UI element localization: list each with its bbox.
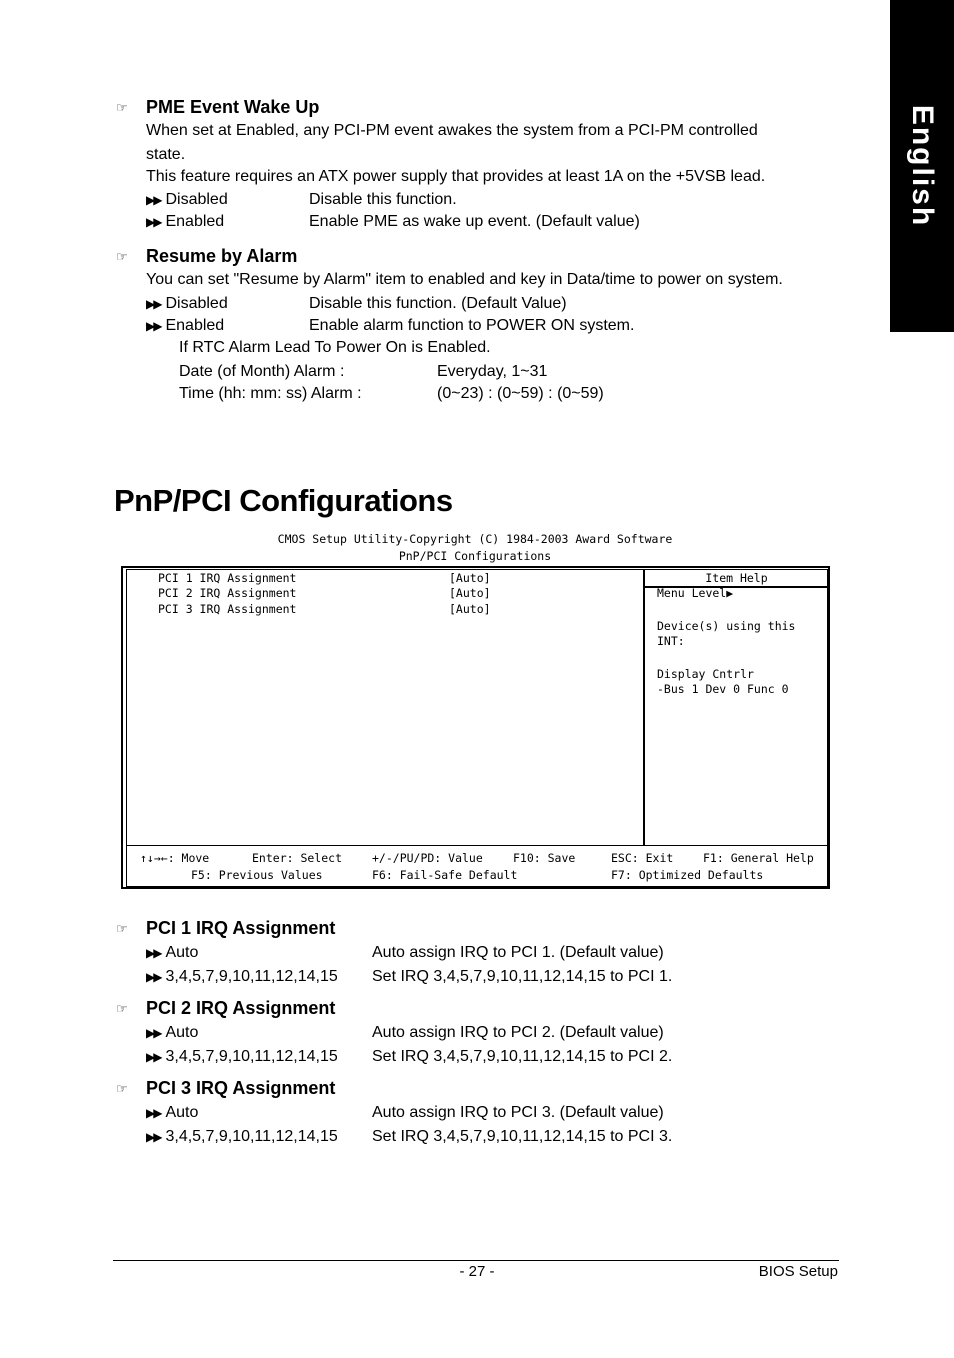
pci3-title: PCI 3 IRQ Assignment <box>146 1078 336 1098</box>
right-triangle-icon: ▶ <box>726 586 734 600</box>
footer-rule <box>113 1260 839 1261</box>
page-number: - 27 - <box>459 1263 495 1280</box>
pci3-option-irq-desc: Set IRQ 3,4,5,7,9,10,11,12,14,15 to PCI 3. <box>372 1128 673 1145</box>
double-arrow-icon: ▶▶ <box>146 215 161 229</box>
bios-item-pci1[interactable]: PCI 1 IRQ Assignment <box>158 571 297 585</box>
double-arrow-icon: ▶▶ <box>146 1050 161 1064</box>
pme-option-disabled: ▶▶ Disabled <box>146 191 228 208</box>
key-save: F10: Save <box>513 851 576 865</box>
alarm-time-label: Time (hh: mm: ss) Alarm : <box>179 385 362 402</box>
double-arrow-icon: ▶▶ <box>146 319 161 333</box>
alarm-title: Resume by Alarm <box>146 246 298 266</box>
key-previous: F5: Previous Values <box>191 868 323 882</box>
key-move: ↑↓→←: Move <box>140 851 210 865</box>
key-exit: ESC: Exit <box>611 851 674 865</box>
bios-item-pci1-value[interactable]: [Auto] <box>449 571 491 585</box>
alarm-time-value: (0~23) : (0~59) : (0~59) <box>437 385 604 402</box>
language-tab-label: English <box>906 104 939 228</box>
pme-option-enabled: ▶▶ Enabled <box>146 213 225 230</box>
alarm-date-label: Date (of Month) Alarm : <box>179 363 345 380</box>
pointing-hand-icon: ☞ <box>116 100 128 115</box>
bios-header-copyright: CMOS Setup Utility-Copyright (C) 1984-2003 Award Software <box>277 532 673 546</box>
pme-desc-3: This feature requires an ATX power supply that provides at least 1A on the +5VSB lead. <box>146 168 766 185</box>
help-menu-level: Menu Level▶ <box>657 586 734 600</box>
bios-item-pci2-value[interactable]: [Auto] <box>449 586 491 600</box>
alarm-option-disabled-desc: Disable this function. (Default Value) <box>309 295 567 312</box>
pci1-option-auto-desc: Auto assign IRQ to PCI 1. (Default value) <box>372 944 664 961</box>
help-line-4: -Bus 1 Dev 0 Func 0 <box>657 682 789 696</box>
section-title: PnP/PCI Configurations <box>114 483 453 518</box>
pci1-option-irq-desc: Set IRQ 3,4,5,7,9,10,11,12,14,15 to PCI 1. <box>372 968 673 985</box>
key-optimized: F7: Optimized Defaults <box>611 868 764 882</box>
pme-option-enabled-desc: Enable PME as wake up event. (Default value) <box>309 213 640 230</box>
key-value: +/-/PU/PD: Value <box>372 851 483 865</box>
alarm-desc: You can set "Resume by Alarm" item to enabled and key in Data/time to power on system. <box>146 271 783 288</box>
pci2-option-auto-desc: Auto assign IRQ to PCI 2. (Default value) <box>372 1024 664 1041</box>
help-divider <box>643 569 645 845</box>
help-title: Item Help <box>705 571 768 585</box>
key-help: F1: General Help <box>703 851 814 865</box>
alarm-option-disabled: ▶▶ Disabled <box>146 295 228 312</box>
key-failsafe: F6: Fail-Safe Default <box>372 868 518 882</box>
pme-title: PME Event Wake Up <box>146 97 320 117</box>
pointing-hand-icon: ☞ <box>116 1001 128 1016</box>
pci2-option-auto: ▶▶ Auto <box>146 1024 199 1041</box>
pci3-option-auto: ▶▶ Auto <box>146 1104 199 1121</box>
keys-divider <box>126 845 828 846</box>
double-arrow-icon: ▶▶ <box>146 970 161 984</box>
pci1-title: PCI 1 IRQ Assignment <box>146 918 336 938</box>
alarm-note: If RTC Alarm Lead To Power On is Enabled. <box>179 339 491 356</box>
double-arrow-icon: ▶▶ <box>146 1130 161 1144</box>
pme-desc-1: When set at Enabled, any PCI-PM event awakes the system from a PCI-PM controlled <box>146 122 758 139</box>
pme-desc-2: state. <box>146 146 186 163</box>
bios-header-page: PnP/PCI Configurations <box>398 549 552 563</box>
help-line-1: Device(s) using this <box>657 619 796 633</box>
help-line-2: INT: <box>657 634 685 648</box>
bios-item-pci2[interactable]: PCI 2 IRQ Assignment <box>158 586 297 600</box>
double-arrow-icon: ▶▶ <box>146 1106 161 1120</box>
pci3-option-auto-desc: Auto assign IRQ to PCI 3. (Default value) <box>372 1104 664 1121</box>
help-line-3: Display Cntrlr <box>657 667 754 681</box>
alarm-option-enabled: ▶▶ Enabled <box>146 317 225 334</box>
pointing-hand-icon: ☞ <box>116 1081 128 1096</box>
key-select: Enter: Select <box>252 851 343 865</box>
double-arrow-icon: ▶▶ <box>146 193 161 207</box>
language-tab <box>890 0 954 332</box>
double-arrow-icon: ▶▶ <box>146 297 161 311</box>
bios-item-pci3[interactable]: PCI 3 IRQ Assignment <box>158 602 297 616</box>
pci2-option-irq-desc: Set IRQ 3,4,5,7,9,10,11,12,14,15 to PCI 2. <box>372 1048 673 1065</box>
footer-section: BIOS Setup <box>758 1263 838 1280</box>
pci1-option-irq: ▶▶ 3,4,5,7,9,10,11,12,14,15 <box>146 968 338 985</box>
double-arrow-icon: ▶▶ <box>146 1026 161 1040</box>
bios-frame-inner <box>126 569 828 887</box>
alarm-option-enabled-desc: Enable alarm function to POWER ON system. <box>309 317 635 334</box>
pci3-option-irq: ▶▶ 3,4,5,7,9,10,11,12,14,15 <box>146 1128 338 1145</box>
alarm-date-value: Everyday, 1~31 <box>437 363 548 380</box>
pme-option-disabled-desc: Disable this function. <box>309 191 457 208</box>
pci1-option-auto: ▶▶ Auto <box>146 944 199 961</box>
pointing-hand-icon: ☞ <box>116 249 128 264</box>
pointing-hand-icon: ☞ <box>116 921 128 936</box>
double-arrow-icon: ▶▶ <box>146 946 161 960</box>
pci2-option-irq: ▶▶ 3,4,5,7,9,10,11,12,14,15 <box>146 1048 338 1065</box>
pci2-title: PCI 2 IRQ Assignment <box>146 998 336 1018</box>
bios-item-pci3-value[interactable]: [Auto] <box>449 602 491 616</box>
